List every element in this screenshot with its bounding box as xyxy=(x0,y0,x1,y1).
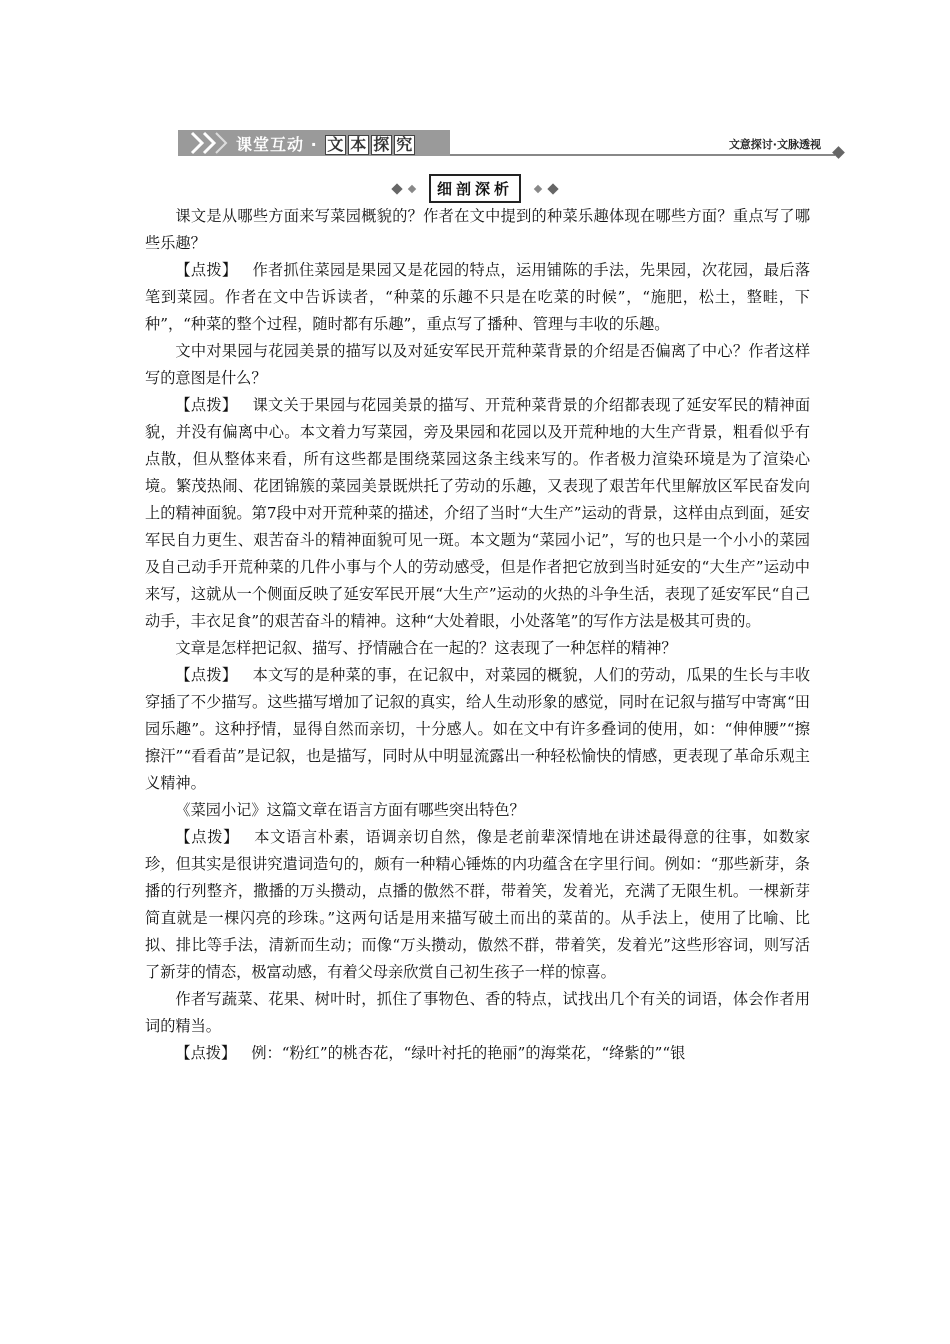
document-body xyxy=(145,203,810,1067)
answer-text: 课文关于果园与花园美景的描写、开荒种菜背景的介绍都表现了延安军民的精神面貌，并没有偏离中心。本文着力写菜园，旁及果园和花园以及开荒种地的大生产背景，粗看似乎有点散，但从整体来看，所有这些都是围绕菜园这条主线来写的。作者极力渲染环境是为了渲染心境。繁茂热闹、花团锦簇的菜园美景既烘托了劳动的乐趣，又表现了艰苦年代里解放区军民奋发向上的精神面貌。第7段中对开荒种菜的描述，介绍了当时“大生产”运动的背景，这样由点到面，延安军民自力更生、艰苦奋斗的精神面貌可见一斑。本文题为“菜园小记”，写的也只是一个小小的菜园及自己动手开荒种菜的几件小事与个人的劳动感受，但是作者把它放到当时延安的“大生产”运动中来写，这就从一个侧面反映了延安军民开展“大生产”运动的火热的斗争生活，表现了延安军民“自己动手，丰衣足食”的艰苦奋斗的精神。这种“大处着眼，小处落笔”的写作方法是极其可贵的。 xyxy=(145,396,811,630)
banner-label-bar xyxy=(178,130,450,156)
answer-paragraph xyxy=(145,257,810,338)
banner-title-boxed xyxy=(324,135,416,154)
question-paragraph xyxy=(145,203,810,257)
boxed-char: 究 xyxy=(396,135,414,154)
boxed-char: 文 xyxy=(327,135,345,154)
diamond-icon xyxy=(832,146,845,159)
diamond-icon xyxy=(534,184,542,192)
answer-text: 例：“粉红”的桃杏花，“绿叶衬托的艳丽”的海棠花，“绛紫的”“银 xyxy=(251,1044,686,1062)
question-paragraph xyxy=(145,986,810,1040)
banner-title-main: 课堂互动 xyxy=(236,135,305,154)
answer-text: 本文写的是种菜的事，在记叙中，对菜园的概貌，人们的劳动，瓜果的生长与丰收穿插了不少描写。这些描写增加了记叙的真实，给人生动形象的感觉，同时在记叙与描写中寄寓“田园乐趣”。这种抒情，显得自然而亲切，十分感人。如在文中有许多叠词的使用，如：“伸伸腰”“擦擦汗”“看看苗”是记叙，也是描写，同时从中明显流露出一种轻松愉快的情感，更表现了革命乐观主义精神。 xyxy=(145,666,811,792)
boxed-char: 探 xyxy=(373,135,391,154)
boxed-char: 本 xyxy=(350,135,368,154)
diamond-icon xyxy=(408,184,416,192)
section-title: 细剖深析 xyxy=(429,174,521,203)
answer-paragraph xyxy=(145,824,810,986)
question-paragraph xyxy=(145,338,810,392)
question-paragraph xyxy=(145,635,810,662)
question-paragraph xyxy=(145,797,810,824)
answer-text: 本文语言朴素，语调亲切自然，像是老前辈深情地在讲述最得意的往事，如数家珍，但其实是很讲究遣词造句的，颇有一种精心锤炼的内功蕴含在字里行间。例如：“那些新芽，条播的行列整齐，撒播的万头攒动，点播的傲然不群，带着笑，发着光，充满了无限生机。一棵新芽简直就是一棵闪亮的珍珠。”这两句话是用来描写破土而出的菜苗的。从手法上，使用了比喻、比拟、排比等手法，清新而生动；而像“万头攒动，傲然不群，带着笑，发着光”这些形容词，则写活了新芽的情态，极富动感，有着父母亲欣赏自己初生孩子一样的惊喜。 xyxy=(145,828,811,981)
question-text: 《菜园小记》这篇文章在语言方面有哪些突出特色？ xyxy=(175,801,525,819)
banner-title xyxy=(236,132,416,155)
banner-rule xyxy=(450,154,835,156)
answer-text: 作者抓住菜园是果园又是花园的特点，运用铺陈的手法，先果园，次花园，最后落笔到菜园。作者在文中告诉读者，“种菜的乐趣不只是在吃菜的时候”，“施肥，松土，整畦，下种”，“种菜的整个过程，随时都有乐趣”，重点写了播种、管理与丰收的乐趣。 xyxy=(145,261,811,333)
tag-label: 【点拨】 xyxy=(175,1044,237,1062)
tag-label: 【点拨】 xyxy=(175,396,238,414)
answer-paragraph xyxy=(145,662,810,797)
answer-paragraph xyxy=(145,1040,810,1067)
tag-label: 【点拨】 xyxy=(175,828,239,846)
double-chevron-icon xyxy=(184,130,232,156)
banner-right-title: 文意探讨·文脉透视 xyxy=(728,138,821,151)
section-banner xyxy=(178,130,843,156)
question-text: 文章是怎样把记叙、描写、抒情融合在一起的？这表现了一种怎样的精神？ xyxy=(175,639,677,657)
tag-label: 【点拨】 xyxy=(175,666,238,684)
tag-label: 【点拨】 xyxy=(175,261,238,279)
answer-paragraph xyxy=(145,392,810,635)
diamond-icon xyxy=(547,183,558,194)
question-text: 文中对果园与花园美景的描写以及对延安军民开荒种菜背景的介绍是否偏离了中心？作者这样写的意图是什么？ xyxy=(145,342,810,387)
section-heading xyxy=(0,174,950,203)
diamond-icon xyxy=(391,183,402,194)
banner-title-dot: · xyxy=(310,135,318,154)
question-text: 课文是从哪些方面来写菜园概貌的？作者在文中提到的种菜乐趣体现在哪些方面？重点写了哪些乐趣？ xyxy=(145,207,810,252)
question-text: 作者写蔬菜、花果、树叶时，抓住了事物色、香的特点，试找出几个有关的词语，体会作者用词的精当。 xyxy=(145,990,810,1035)
